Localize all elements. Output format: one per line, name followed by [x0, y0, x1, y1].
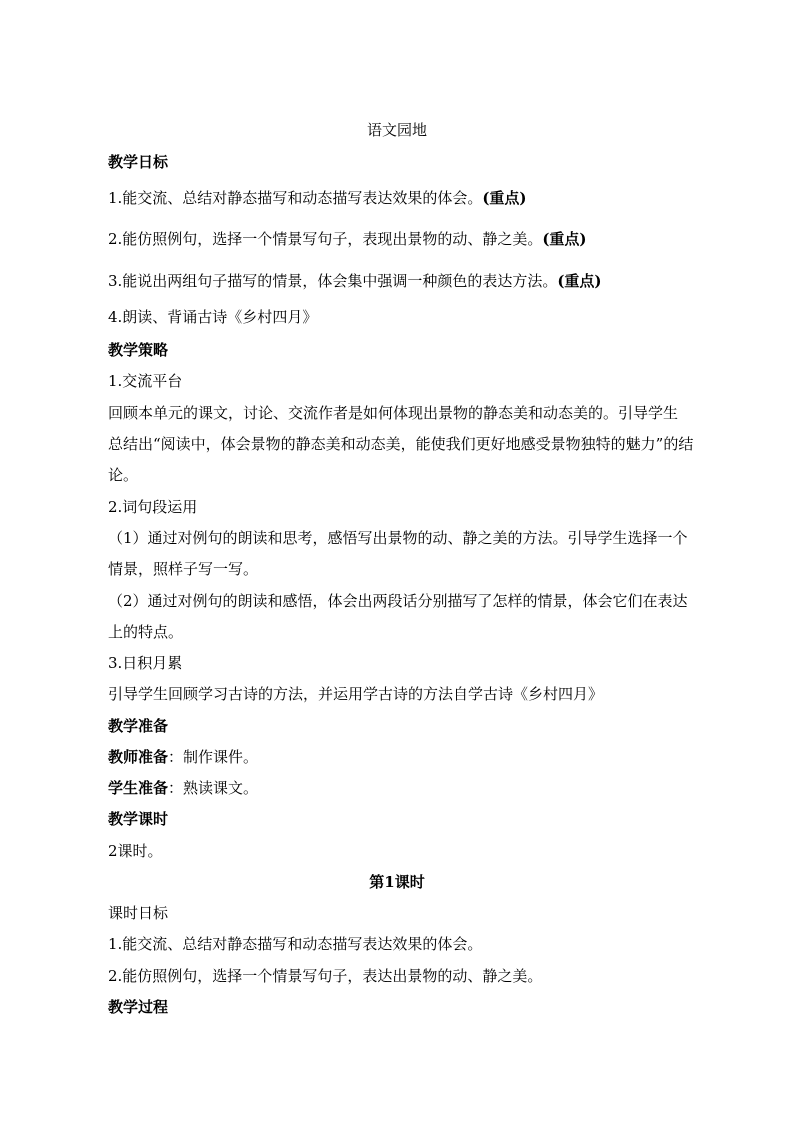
paragraph-line: 回顾本单元的课文，讨论、交流作者是如何体现出景物的静态美和动态美的。引导学生: [108, 404, 679, 422]
section-heading-preparation: 教学准备: [108, 717, 169, 735]
section-heading-periods: 教学课时: [108, 810, 169, 828]
paragraph-line: 情景，照样子写一写。: [108, 560, 259, 578]
strategy-1-title: 1.交流平台: [108, 372, 183, 390]
paragraph-line: 上的特点。: [108, 623, 184, 641]
paragraph-line: （1）通过对例句的朗读和思考，感悟写出景物的动、静之美的方法。引导学生选择一个: [108, 529, 688, 547]
paragraph-line: （2）通过对例句的朗读和感悟，体会出两段话分别描写了怎样的情景，体会它们在表达: [108, 592, 688, 610]
goal-tag: (重点): [482, 189, 527, 207]
paragraph-line: 引导学生回顾学习古诗的方法，并运用学古诗的方法自学古诗《乡村四月》: [108, 685, 604, 703]
goal-text: 2.能仿照例句，选择一个情景写句子，表现出景物的动、静之美。: [108, 230, 543, 248]
lesson-goal-heading: 课时日标: [108, 904, 169, 922]
section-heading-goals: 教学日标: [108, 153, 169, 171]
goal-item-3: [108, 271, 728, 291]
paragraph-line: 总结出“阅读中，体会景物的静态美和动态美，能使我们更好地感受景物独特的魅力”的结: [108, 435, 694, 453]
strategy-2-title: 2.词句段运用: [108, 498, 198, 516]
prep-student: [108, 778, 728, 798]
lesson-title: 第1课时: [369, 873, 425, 891]
goal-tag: (重点): [557, 272, 602, 290]
goal-text: 3.能说出两组句子描写的情景，体会集中强调一种颜色的表达方法。: [108, 272, 558, 290]
goal-tag: (重点): [542, 230, 587, 248]
periods-text: 2课时。: [108, 842, 163, 860]
lesson-goal-2: 2.能仿照例句，选择一个情景写句子，表达出景物的动、静之美。: [108, 967, 543, 985]
goal-item-2: [108, 229, 728, 249]
strategy-3-title: 3.日积月累: [108, 654, 183, 672]
section-heading-process: 教学过程: [108, 998, 169, 1016]
prep-teacher: [108, 747, 728, 767]
prep-teacher-label: 教师准备: [108, 748, 169, 766]
goal-item-1: [108, 188, 728, 208]
goal-item-4: 4.朗读、背诵古诗《乡村四月》: [108, 308, 318, 326]
prep-teacher-text: ：制作课件。: [168, 748, 259, 766]
doc-title: 语文园地: [366, 121, 427, 139]
prep-student-text: ：熟读课文。: [168, 779, 259, 797]
goal-text: 1.能交流、总结对静态描写和动态描写表达效果的体会。: [108, 189, 483, 207]
lesson-goal-1: 1.能交流、总结对静态描写和动态描写表达效果的体会。: [108, 935, 483, 953]
paragraph-line: 论。: [108, 466, 139, 484]
section-heading-strategy: 教学策略: [108, 341, 169, 359]
prep-student-label: 学生准备: [108, 779, 169, 797]
